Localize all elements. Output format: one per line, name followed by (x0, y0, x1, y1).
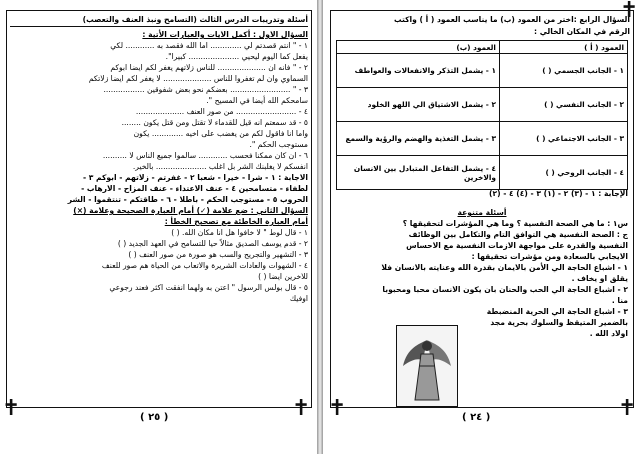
q2-line: اوفيك (289, 294, 308, 303)
text-line: انفسكم لا يغلبنك الشر بل اغلب ..................... بالخير. (132, 162, 308, 171)
column-b-cell: ٣ - يشمل التغذية والهضم والرؤية والسمع (337, 122, 500, 156)
text-line: ٥ - قد سمعتم انه قيل للقدماء لا تقتل ومن قتل يكون ........ (121, 118, 308, 127)
answer-line: بالضمير المتيقظ والسلوك بحرية مجد (490, 318, 628, 327)
column-a-cell: ٣ - الجانب الاجتماعي ( ) (499, 122, 627, 156)
column-b-header: العمود (ب) (337, 41, 500, 54)
column-a-cell: ٤ - الجانب الروحي ( ) (499, 156, 627, 190)
answer-line: الايجابي بالسعادة ومن مؤشرات تحقيقها : (471, 252, 628, 261)
table-row (337, 54, 628, 88)
q2-line: ٥ - قال بولس الرسول " اعتن به ولهما انفقت اكثر فعند رجوعي (109, 283, 308, 292)
right-page-content (336, 188, 628, 339)
q2-line: للاخرين ايضا ( ) (258, 272, 308, 281)
column-a-header: العمود ( أ ) (499, 41, 627, 54)
answer-line: يقلق او يخاف . (571, 274, 628, 283)
cross-icon: ✝ (618, 396, 637, 421)
column-a-cell: ١ - الجانب الجسمي ( ) (499, 54, 627, 88)
q2-line: ١ - قال لوط " لا خافوا هل انا مكان الله. ( ) (171, 228, 308, 237)
q4-subheading: الرقم في المكان الخالي : (534, 27, 630, 36)
answer-line: ج : الصحة النفسية هي التوافق التام والتكامل بين الوظائف (408, 230, 628, 239)
text-line: ٣ - " ......................... بعضكم نحو بعض شفوقين ................. (103, 85, 308, 94)
table-row (337, 122, 628, 156)
q2-line: ٢ - قدم يوسف الصديق مثالاً حيا للتسامح في العهد الجديد ( ) (117, 239, 308, 248)
text-line: ٤ - ......................... من صور العنف .................... (135, 107, 308, 116)
text-line: واما انا فاقول لكم من يغضب على اخيه ............. يكون (133, 129, 308, 138)
q2-line: ٤ - الشهوات والعادات الشريرة والاتعاب من الحياة هم صور للعنف (101, 261, 308, 270)
answer-line: الحروب ٥ - مستوجب الحكم - باطلا - ٦ - طاقتكم - تنتقموا - الشر (67, 195, 308, 204)
section-title: أسئلة متنوعة (457, 208, 507, 217)
lesson-title: أسئلة وتدريبات الدرس الثالث (التسامح ونبذ العنف والتعصب) (10, 14, 308, 27)
text-line: ٢ - " فانه ان .................... للناس زلاتهم يغفر لكم ايضا ابوكم (110, 63, 308, 72)
page-number: ( ٢٥ ) (140, 412, 169, 423)
q4-heading: السؤال الرابع :اختر من العمود (ب) ما يناسب العمود ( أ ) واكتب (394, 15, 630, 24)
answer-line: الاجابة : ١ - شرا - خيرا - شعبا ٢ - غفرتم - زلاتهم - ابوكم ٣ - (82, 173, 308, 182)
text-line: السماوي وان لم تغفروا للناس .................... لا يغفر لكم ايضا زلاتكم (88, 74, 308, 83)
q2-heading: السؤال الثاني : ضع علامة (✓) أمام العبارة الصحيحة وعلامة (×) (73, 206, 308, 215)
page-number: ( ٢٤ ) (462, 412, 491, 423)
cross-icon: ✝ (328, 396, 347, 421)
matching-table (336, 40, 628, 190)
text-line: سامحكم الله أيضا في المسيح ". (206, 96, 308, 105)
right-page (322, 0, 640, 454)
answer-line: ٢ - اشباع الحاجة الي الحب والحنان بان يكون الانسان محبا ومحبوبا (382, 285, 628, 294)
cross-icon: ✝ (2, 396, 21, 421)
answer-line: لطفاء - متسامحين ٤ - عنف الاعتداء - عنف المزاح - الارهاب - (81, 184, 308, 193)
answer-line: منا . (611, 296, 628, 305)
column-a-cell: ٢ - الجانب النفسي ( ) (499, 88, 627, 122)
left-page (0, 0, 318, 454)
angel-illustration (396, 325, 458, 407)
answer-line: ٣ - اشباع الحاجة الي الحرية المنضبطة (486, 307, 628, 316)
text-line: ١ - " انتم قصدتم لي ............. اما الله فقصد به ............ لكي (110, 41, 308, 50)
question-1: س١ : ما هي الصحة النفسية ؟ وما هي المؤشرات لتحقيقها ؟ (402, 219, 628, 228)
q2-line: ٣ - التشهير والتجريح والسب هو صورة من صور العنف ( ) (128, 250, 308, 259)
answer-line: اولاد الله . (589, 329, 628, 338)
column-b-cell: ١ - يشمل التذكر والانفعالات والعواطف (337, 54, 500, 88)
answer-line: النفسية والقدرة على مواجهة الازمات النفسية مع الاحساس (406, 241, 628, 250)
column-b-cell: ٢ - يشمل الاشتياق الي اللهو الخلود (337, 88, 500, 122)
table-row (337, 88, 628, 122)
cross-icon: ✝ (292, 396, 311, 421)
text-line: ٦ - ان كان ممكنا فحسب ............ سالموا جميع الناس لا .......... (102, 151, 308, 160)
column-b-cell: ٤ - يشمل التفاعل المتبادل بين الانسان والاخرين (337, 156, 500, 190)
angel-icon (397, 326, 457, 406)
answer-line: ١ - اشباع الحاجة الي الأمن بالايمان بقدرة الله وعنايته بالانسان فلا (381, 263, 628, 272)
left-page-content (10, 14, 308, 304)
text-line: مستوجب الحكم ". (249, 140, 308, 149)
q1-heading: السؤال الاول : أكمل الايات والعبارات الأتية : (142, 30, 308, 39)
cross-icon: ✝ (620, 0, 639, 23)
matching-answer: الإجابة : ١ - (٣) ٢ - (١) ٣ - (٤) ٤ - (٢) (488, 189, 628, 198)
q2-subheading: أمام العبارة الخاطئة مع تصحيح الخطأ : (164, 217, 308, 226)
text-line: يفعل كما اليوم ليحيي ..................... كبيرا". (165, 52, 308, 61)
table-row (337, 156, 628, 190)
